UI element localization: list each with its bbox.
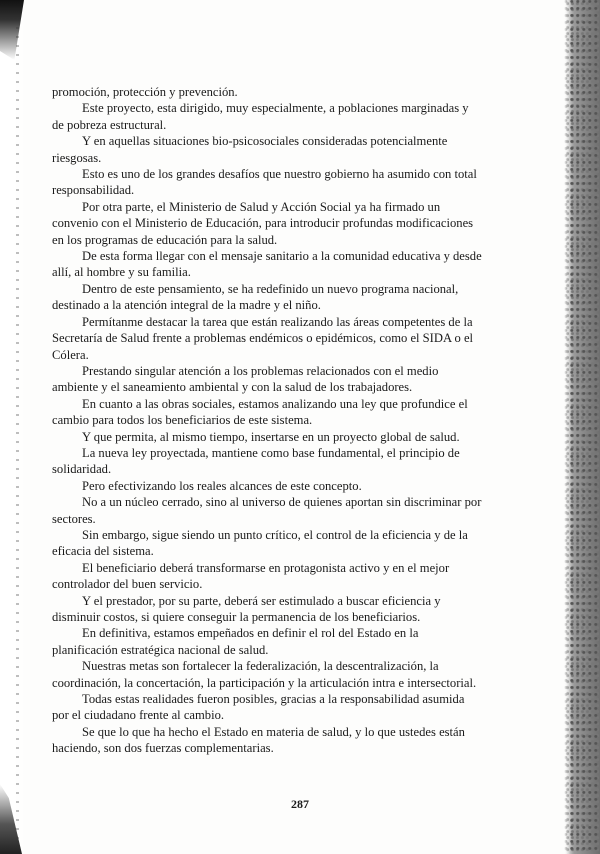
page-number: 287 [291, 797, 309, 811]
paragraph: Permítanme destacar la tarea que están realizando las áreas competentes de la Secretaría de Salud frente a problemas endémicos o epidémicos, como el SIDA o el Cólera. [52, 314, 474, 362]
paragraph: promoción, protección y prevención. [52, 85, 238, 99]
body-text [52, 84, 482, 757]
paragraph: En definitiva, estamos empeñados en definir el rol del Estado en la planificación estratégica nacional de salud. [52, 626, 419, 657]
paragraph: De esta forma llegar con el mensaje sanitario a la comunidad educativa y desde allí, al hombre y su familia. [52, 249, 482, 280]
paragraph: Este proyecto, esta dirigido, muy especialmente, a poblaciones marginadas y de pobreza estructural. [52, 101, 469, 132]
paragraph: El beneficiario deberá transformarse en protagonista activo y en el mejor controlador del buen servicio. [52, 560, 450, 592]
paragraph: Y que permita, al mismo tiempo, insertarse en un proyecto global de salud. [82, 429, 460, 444]
paragraph: Pero efectivizando los reales alcances de este concepto. [82, 478, 362, 493]
paragraph: Todas estas realidades fueron posibles, gracias a la responsabilidad asumida por el ciudadano frente al cambio. [52, 692, 465, 723]
paragraph: La nueva ley proyectada, mantiene como base fundamental, el principio de solidaridad. [52, 445, 460, 477]
paragraph: En cuanto a las obras sociales, estamos analizando una ley que profundice el cambio para todos los beneficiarios de este sistema. [52, 396, 468, 428]
paragraph: Y el prestador, por su parte, deberá ser estimulado a buscar eficiencia y disminuir costos, si quiere conseguir la permanencia de los beneficiarios. [52, 593, 441, 624]
paragraph: Por otra parte, el Ministerio de Salud y Acción Social ya ha firmado un convenio con el Ministerio de Educación, para introducir profundas modificaciones en los programas de educación para la salud. [52, 199, 474, 247]
paragraph: Dentro de este pensamiento, se ha redefinido un nuevo programa nacional, destinado a la atención integral de la madre y el niño. [52, 281, 459, 313]
scan-left-edge [0, 0, 26, 854]
paragraph: Nuestras metas son fortalecer la federalización, la descentralización, la coordinación, la concertación, la participación y la articulación intra e intersectorial. [52, 659, 477, 690]
paragraph: Se que lo que ha hecho el Estado en materia de salud, y lo que ustedes están haciendo, son dos fuerzas complementarias. [52, 724, 465, 756]
paragraph: No a un núcleo cerrado, sino al universo de quienes aportan sin discriminar por sectores. [52, 495, 482, 526]
paragraph: Esto es uno de los grandes desafíos que nuestro gobierno ha asumido con total responsabilidad. [52, 167, 477, 198]
paragraph: Y en aquellas situaciones bio-psicosociales consideradas potencialmente riesgosas. [52, 134, 448, 165]
paragraph: Sin embargo, sigue siendo un punto crítico, el control de la eficiencia y de la eficacia del sistema. [52, 527, 468, 559]
scan-right-edge [564, 0, 600, 854]
paragraph: Prestando singular atención a los problemas relacionados con el medio ambiente y el saneamiento ambiental y con la salud de los trabajadores. [52, 363, 439, 395]
